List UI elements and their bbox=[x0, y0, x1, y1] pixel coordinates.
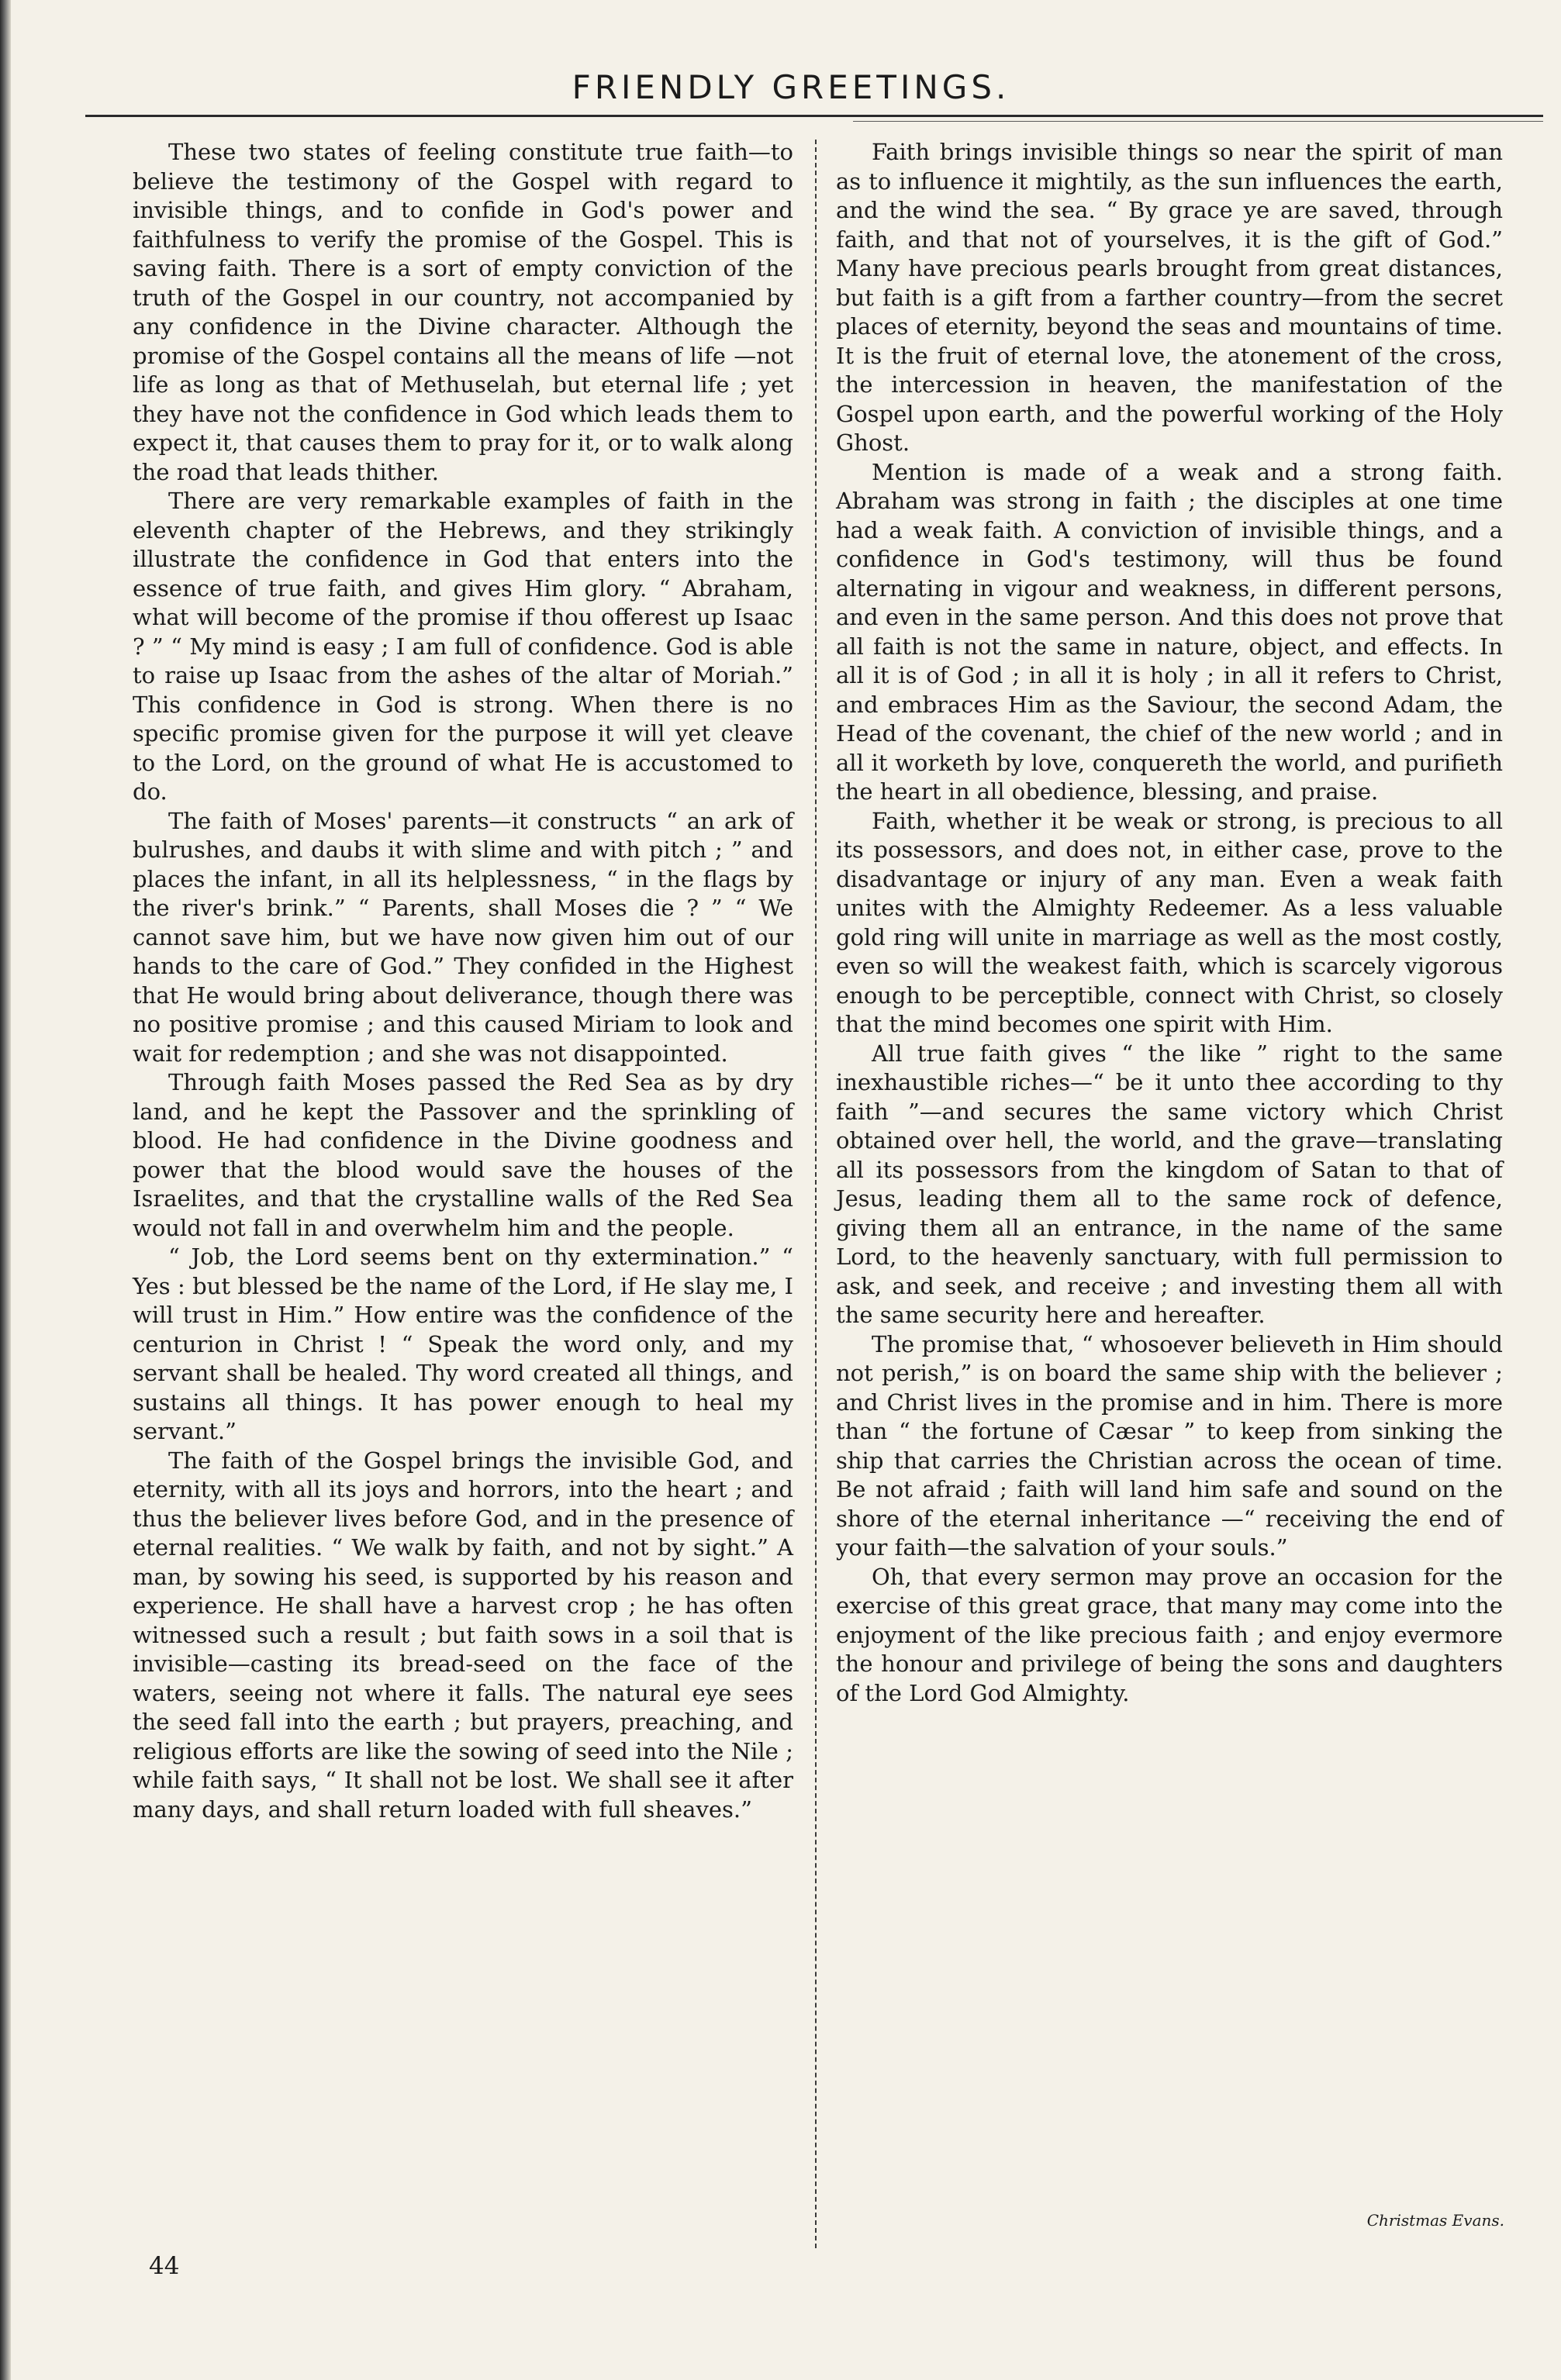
binding-edge bbox=[0, 0, 11, 2380]
paragraph: Faith brings invisible things so near the spirit of man as to influence it mightily, as the sun influences the earth, and the wind the sea. “ By grace ye are saved, through faith, and that not of yourselves, it is the gift of God.” Many have precious pearls brought from great distances, but faith is a gift from a farther country—from the secret places of eternity, beyond the seas and mountains of time. It is the fruit of eternal love, the atonement of the cross, the intercession in heaven, the manifestation of the Gospel upon earth, and the powerful working of the Holy Ghost. bbox=[836, 139, 1503, 456]
paragraph: “ Job, the Lord seems bent on thy extermination.” “ Yes : but blessed be the name of the Lord, if He slay me, I will trust in Him.” How entire was the confidence of the centurion in Christ ! “ Speak the word only, and my servant shall be healed. Thy word created all things, and sustains all things. It has power enough to heal my servant.” bbox=[133, 1243, 793, 1444]
paragraph: The promise that, “ whosoever believeth in Him should not perish,” is on board the same ship with the believer ; and Christ lives in the promise and in him. There is more than “ the fortune of Cæsar ” to keep from sinking the ship that carries the Christian across the ocean of time. Be not afraid ; faith will land him safe and sound on the shore of the eternal inheritance —“ receiving the end of your faith—the salvation of your souls.” bbox=[836, 1330, 1503, 1561]
paragraph: Oh, that every sermon may prove an occasion for the exercise of this great grace, that many may come into the enjoyment of the like precious faith ; and enjoy evermore the honour and privilege of being the sons and daughters of the Lord God Almighty. bbox=[836, 1563, 1503, 1706]
paragraph: The faith of the Gospel brings the invisible God, and eternity, with all its joys and horrors, into the heart ; and thus the believer lives before God, and in the presence of eternal realities. “ We walk by faith, and not by sight.” A man, by sowing his seed, is supported by his reason and experience. He shall have a harvest crop ; he has often witnessed such a result ; but faith sows in a soil that is invisible—casting its bread-seed on the face of the waters, seeing not where it falls. The natural eye sees the seed fall into the earth ; but prayers, preaching, and religious efforts are like the sowing of seed into the Nile ; while faith says, “ It shall not be lost. We shall see it after many days, and shall return loaded with full sheaves.” bbox=[133, 1447, 793, 1823]
paragraph: There are very remarkable examples of faith in the eleventh chapter of the Hebrews, and they strikingly illustrate the confidence in God that enters into the essence of true faith, and gives Him glory. “ Abraham, what will become of the promise if thou offerest up Isaac ? ” “ My mind is easy ; I am full of confidence. God is able to raise up Isaac from the ashes of the altar of Moriah.” This confidence in God is strong. When there is no specific promise given for the purpose it will yet cleave to the Lord, on the ground of what He is accustomed to do. bbox=[133, 488, 793, 805]
left-column bbox=[133, 138, 793, 1824]
page-number: 44 bbox=[149, 2252, 180, 2280]
header-rule bbox=[85, 115, 1543, 117]
right-column bbox=[836, 138, 1503, 1708]
paragraph: Faith, whether it be weak or strong, is precious to all its possessors, and does not, in either case, prove to the disadvantage or injury of any man. Even a weak faith unites with the Almighty Redeemer. As a less valuable gold ring will unite in marriage as well as the most costly, even so will the weakest faith, which is scarcely vigorous enough to be perceptible, connect with Christ, so closely that the mind becomes one spirit with Him. bbox=[836, 807, 1503, 1037]
paragraph: These two states of feeling constitute true faith—to believe the testimony of the Gospel with regard to invisible things, and to confide in God's power and faithfulness to verify the promise of the Gospel. This is saving faith. There is a sort of empty conviction of the truth of the Gospel in our country, not accompanied by any confidence in the Divine character. Although the promise of the Gospel contains all the means of life —not life as long as that of Methuselah, but eternal life ; yet they have not the confidence in God which leads them to expect it, that causes them to pray for it, or to walk along the road that leads thither. bbox=[133, 139, 793, 485]
paragraph: The faith of Moses' parents—it constructs “ an ark of bulrushes, and daubs it with slime and with pitch ; ” and places the infant, in all its helplessness, “ in the flags by the river's brink.” “ Parents, shall Moses die ? ” “ We cannot save him, but we have now given him out of our hands to the care of God.” They confided in the Highest that He would bring about deliverance, though there was no positive promise ; and this caused Miriam to look and wait for redemption ; and she was not disappointed. bbox=[133, 807, 793, 1067]
author-signature: Christmas Evans. bbox=[1366, 2211, 1504, 2230]
paragraph: Through faith Moses passed the Red Sea as by dry land, and he kept the Passover and the sprinkling of blood. He had confidence in the Divine goodness and power that the blood would save the houses of the Israelites, and that the crystalline walls of the Red Sea would not fall in and overwhelm him and the people. bbox=[133, 1069, 793, 1241]
running-header: FRIENDLY GREETINGS. bbox=[572, 68, 1010, 106]
column-divider bbox=[815, 140, 817, 2248]
paragraph: All true faith gives “ the like ” right to the same inexhaustible riches—“ be it unto thee according to thy faith ”—and secures the same victory which Christ obtained over hell, the world, and the grave—translating all its possessors from the kingdom of Satan to that of Jesus, leading them all to the same rock of defence, giving them all an entrance, in the name of the same Lord, to the heavenly sanctuary, with full permission to ask, and seek, and receive ; and investing them all with the same security here and hereafter. bbox=[836, 1040, 1503, 1328]
header-rule-secondary bbox=[853, 121, 1543, 122]
paragraph: Mention is made of a weak and a strong faith. Abraham was strong in faith ; the disciples at one time had a weak faith. A conviction of invisible things, and a confidence in God's testimony, will thus be found alternating in vigour and weakness, in different persons, and even in the same person. And this does not prove that all faith is not the same in nature, object, and effects. In all it is of God ; in all it is holy ; in all it refers to Christ, and embraces Him as the Saviour, the second Adam, the Head of the covenant, the chief of the new world ; and in all it worketh by love, conquereth the world, and purifieth the heart in all obedience, blessing, and praise. bbox=[836, 458, 1503, 805]
